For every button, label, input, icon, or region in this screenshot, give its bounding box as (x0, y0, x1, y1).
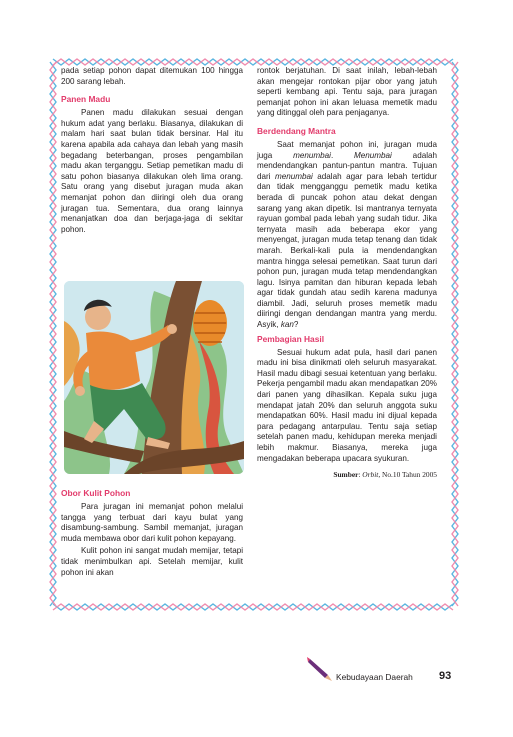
source-publication: Orbit (362, 470, 379, 480)
obor-paragraph-2: Kulit pohon ini sangat mudah memijar, tetapi tidak menimbulkan api. Setelah memijar, kulit pohon ini akan (61, 546, 243, 577)
page-number: 93 (439, 670, 452, 682)
heading-obor-kulit-pohon: Obor Kulit Pohon (61, 488, 131, 498)
heading-pembagian-hasil: Pembagian Hasil (257, 333, 325, 344)
source-separator: : (358, 470, 363, 480)
panen-madu-paragraph: Panen madu dilakukan sesuai dengan hukum adat yang berlaku. Biasanya, dilakukan di malam hari saat bulan tidak bersinar. Hal itu karena apabila ada cahaya dan lebah yang masih begadang beterbangan, proses pengambilan madu akan terganggu. Setiap pemetikan madu di satu pohon biasanya dilakukan oleh lima orang. Satu orang yang disebut juragan muda akan memanjat pohon dan diiringi oleh dua orang juragan tua. Sementara, dua orang lainnya menanjatkan doa dan berjaga-jaga di sekitar pohon. (61, 108, 243, 234)
term-menumbai-1: menumbai (293, 150, 331, 160)
honey-gatherer-illustration (64, 281, 244, 474)
heading-berdendang-mantra: Berdendang Mantra (257, 125, 336, 136)
pembagian-paragraph: Sesuai hukum adat pula, hasil dari panen madu ini bisa dinikmati oleh seluruh masyarakat. Hasil madu dibagi sesuai ketentuan yang berlaku. Pekerja pengambil madu akan mendapatkan 20% dari panen yang dihasilkan. Kepala suku juga mendapat jatah 20% dan seluruh anggota suku mendapatkan 60%. Hasil madu ini dijual kepada para pedagang antarpulau. Tentu saja setiap setelah panen madu, kehidupan mereka menjadi lebih makmur. Biasanya, mereka juga mengadakan beberapa upacara syukuran. (257, 347, 437, 463)
source-label: Sumber (333, 470, 359, 480)
left-column-lower (61, 488, 243, 578)
berdendang-paragraph (257, 140, 437, 331)
right-intro-paragraph: rontok berjatuhan. Di saat inilah, lebah-lebah akan mengejar rontokan pijar obor yang jatuh seperti kembang api. Tentu saja, para juragan pemanjat pohon ini akan leluasa memetik madu yang ditinggal oleh para penjaganya. (257, 66, 437, 118)
source-citation (257, 470, 437, 481)
berdendang-text-1: Saat memanjat pohon ini, juragan muda juga (257, 139, 437, 160)
source-detail: , No.10 Tahun 2005 (378, 470, 437, 480)
book-title: Kebudayaan Daerah (336, 672, 413, 682)
term-menumbai-2: Menumbai (354, 150, 392, 160)
heading-panen-madu: Panen Madu (61, 94, 111, 105)
left-intro-paragraph: pada setiap pohon dapat ditemukan 100 hingga 200 sarang lebah. (61, 66, 243, 86)
border-zigzag-line (53, 604, 453, 610)
berdendang-text-5: ? (293, 320, 299, 330)
obor-paragraph-1: Para juragan ini memanjat pohon melalui tangga yang terbuat dari kayu bulat yang disambung-sambung. Sambil memanjat, juragan muda membawa obor dari kulit pohon kepayang. (61, 502, 243, 543)
berdendang-text-4: adalah agar para lebah tertidur dan tidak mengganggu pemetik madu ketika berada di puncak pohon atau dekat dengan sarang yang akan dipetik. Isi mantranya ternyata rayuan gombal pada lebah yang sudah tidur. Jika ternyata masih ada beberapa ekor yang menyengat, juragan muda tetap tenang dan tidak marah. Berkali-kali pula ia mendendangkan mantra hingga selesai pemetikan. Saat turun dari pohon pun, juragan muda tetap mendendangkan lagu. Isinya pamitan dan hiburan kepada lebah agar tidak gundah atau sedih karena madunya diambil. Jadi, seluruh proses memetik madu diiringi dengan dendangan mantra yang merdu. Asyik, (257, 171, 437, 330)
term-menumbai-3: menumbai (275, 171, 313, 181)
pencil-icon (306, 655, 334, 688)
left-column (61, 66, 243, 235)
right-column (257, 66, 437, 481)
term-kan: kan (280, 320, 294, 330)
berdendang-text-2: . (330, 150, 355, 160)
berdendang-text-3: adalah mendendangkan pantun-pantun mantra. Tujuan dari (257, 150, 437, 181)
border-zigzag-line (53, 59, 453, 65)
